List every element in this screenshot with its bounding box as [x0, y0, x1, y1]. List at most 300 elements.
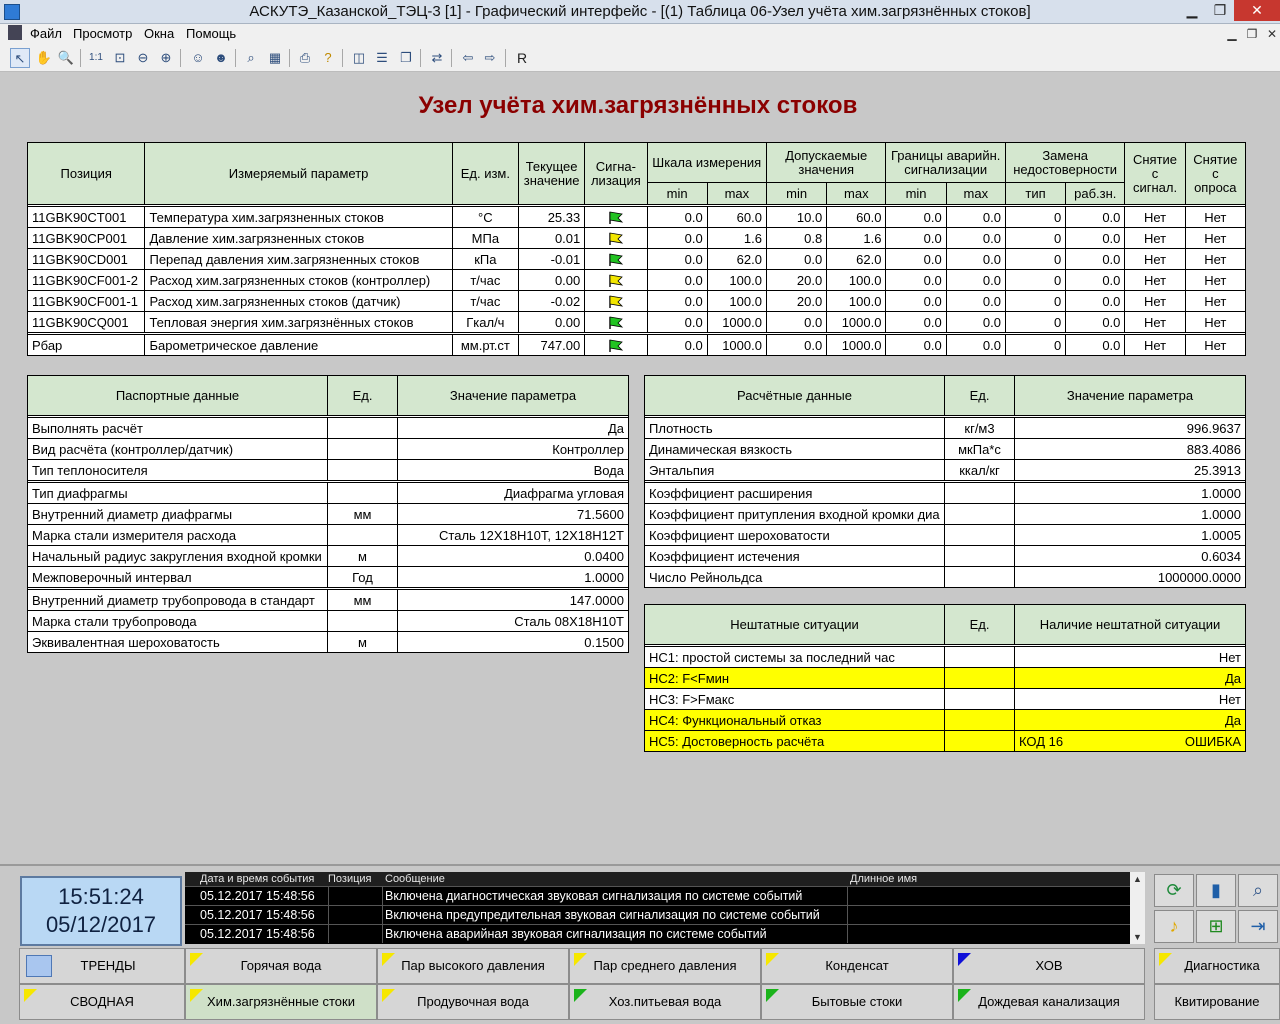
calc-row [645, 439, 1246, 460]
zoom-out-icon[interactable]: ⊖ [137, 50, 149, 65]
cell-remove-poll[interactable]: Нет [1185, 335, 1245, 356]
emerg-unit [945, 668, 1015, 689]
emergency-row [645, 647, 1246, 668]
nav-chemical-water[interactable]: ХОВ [953, 948, 1145, 984]
calc-value: 0.6034 [1015, 546, 1246, 567]
cell-scale-max: 1000.0 [707, 335, 766, 356]
passport-header-name: Паспортные данные [28, 376, 328, 416]
col-allowed-max: max [827, 183, 886, 205]
cell-repl-type: 0 [1005, 249, 1065, 270]
event-row[interactable] [185, 924, 1130, 942]
nav-summary[interactable]: СВОДНАЯ [19, 984, 185, 1020]
emerg-value: Нет [1015, 647, 1246, 668]
cell-repl-type: 0 [1005, 270, 1065, 291]
cell-unit: Гкал/ч [452, 312, 518, 333]
menu-view[interactable]: Просмотр [73, 26, 133, 41]
calendar-icon[interactable]: ▦ [268, 50, 282, 65]
passport-value: Диафрагма угловая [398, 483, 629, 504]
cell-scale-max: 1000.0 [707, 312, 766, 333]
preview-icon[interactable]: ⌕ [1238, 874, 1278, 907]
passport-name: Выполнять расчёт [28, 418, 328, 439]
cell-remove-poll[interactable]: Нет [1185, 249, 1245, 270]
passport-name: Тип теплоносителя [28, 460, 328, 481]
cell-unit: т/час [452, 270, 518, 291]
calc-row [645, 525, 1246, 546]
cell-scale-min: 0.0 [647, 312, 707, 333]
cell-remove-signal[interactable]: Нет [1125, 312, 1185, 333]
calc-name: Коэффициент расширения [645, 483, 945, 504]
window-title: АСКУТЭ_Казанской_ТЭЦ-3 [1] - Графический интерфейс - [(1) Таблица 06-Узел учёта хим.загрязнённых стоков] [249, 3, 1031, 20]
nav-hot-water[interactable]: Горячая вода [185, 948, 377, 984]
cell-allowed-min: 0.8 [766, 228, 826, 249]
cell-unit: МПа [452, 228, 518, 249]
cell-alarm-max: 0.0 [946, 270, 1005, 291]
cell-remove-signal[interactable]: Нет [1125, 228, 1185, 249]
cell-alarm-max: 0.0 [946, 228, 1005, 249]
mdi-minimize-icon[interactable]: ▁ [1227, 27, 1237, 41]
measurement-row[interactable] [28, 291, 1246, 312]
calc-value: 883.4086 [1015, 439, 1246, 460]
passport-value: 1.0000 [398, 567, 629, 588]
calc-value: 996.9637 [1015, 418, 1246, 439]
passport-name: Внутренний диаметр диафрагмы [28, 504, 328, 525]
nav-drinking-water[interactable]: Хоз.питьевая вода [569, 984, 761, 1020]
menu-windows[interactable]: Окна [144, 26, 175, 41]
cell-unit: мм.рт.ст [452, 335, 518, 356]
cell-allowed-max: 1000.0 [827, 335, 886, 356]
cell-repl-work: 0.0 [1066, 312, 1125, 333]
event-datetime: 05.12.2017 15:48:56 [200, 908, 315, 922]
menu-file[interactable]: Файл [30, 26, 62, 41]
col-position: Позиция [28, 143, 145, 205]
cell-repl-type: 0 [1005, 312, 1065, 333]
network-icon[interactable]: ⊞ [1196, 910, 1236, 943]
passport-name: Марка стали трубопровода [28, 611, 328, 632]
cell-repl-type: 0 [1005, 335, 1065, 356]
cell-current-value: 0.00 [518, 270, 584, 291]
emergency-table [644, 604, 1246, 752]
calc-row [645, 504, 1246, 525]
cell-unit: кПа [452, 249, 518, 270]
document-icon[interactable] [8, 25, 22, 40]
user-edit-icon[interactable]: ☻ [214, 50, 228, 65]
cell-current-value: 25.33 [518, 207, 584, 228]
emerg-name: НС4: Функциональный отказ [645, 710, 945, 731]
measurement-row[interactable] [28, 270, 1246, 291]
col-alarm-max: max [946, 183, 1005, 205]
cell-remove-poll[interactable]: Нет [1185, 312, 1245, 333]
cell-parameter: Давление хим.загрязненных стоков [145, 228, 452, 249]
toolbar [0, 44, 1280, 72]
passport-unit [328, 439, 398, 460]
measurement-row[interactable] [28, 207, 1246, 228]
cell-repl-work: 0.0 [1066, 207, 1125, 228]
col-remove-poll: Снятие с опроса [1185, 143, 1245, 205]
calc-row [645, 567, 1246, 588]
zoom-fit-icon[interactable]: ⊡ [114, 50, 126, 65]
status-flag-icon [574, 953, 587, 966]
col-scale: Шкала измерения [647, 143, 766, 183]
nav-blowdown-water[interactable]: Продувочная вода [377, 984, 569, 1020]
calc-name: Число Рейнольдса [645, 567, 945, 588]
emergency-row [645, 689, 1246, 710]
cell-parameter: Перепад давления хим.загрязненных стоков [145, 249, 452, 270]
emergency-row [645, 731, 1246, 752]
nav-acknowledge[interactable]: Квитирование [1154, 984, 1280, 1020]
passport-name: Вид расчёта (контроллер/датчик) [28, 439, 328, 460]
emerg-name: НС2: F<Fмин [645, 668, 945, 689]
passport-header-unit: Ед. [328, 376, 398, 416]
passport-row [28, 460, 629, 481]
event-col-datetime: Дата и время события [200, 873, 315, 885]
users-icon[interactable]: ☺ [191, 50, 205, 65]
passport-unit [328, 460, 398, 481]
door-exit-icon[interactable]: ▮ [1196, 874, 1236, 907]
zoom-1-1-icon[interactable]: 1:1 [89, 52, 103, 63]
refresh-status-icon[interactable]: ⟳ [1154, 874, 1194, 907]
passport-value: Сталь 12Х18Н10Т, 12Х18Н12Т [398, 525, 629, 546]
passport-unit: мм [328, 504, 398, 525]
toolbar-separator [505, 49, 506, 67]
signal-flag-icon[interactable] [585, 291, 647, 312]
calc-name: Коэффициент притупления входной кромки диа [645, 504, 945, 525]
cell-position: 11GBK90CF001-2 [28, 270, 145, 291]
cell-alarm-max: 0.0 [946, 335, 1005, 356]
cell-position: 11GBK90CF001-1 [28, 291, 145, 312]
calc-value: 1.0000 [1015, 483, 1246, 504]
cell-remove-poll[interactable]: Нет [1185, 270, 1245, 291]
cell-position: 11GBK90CP001 [28, 228, 145, 249]
calc-value: 1000000.0000 [1015, 567, 1246, 588]
passport-row [28, 567, 629, 588]
signal-flag-icon[interactable] [585, 207, 647, 228]
calc-row [645, 546, 1246, 567]
cell-alarm-max: 0.0 [946, 291, 1005, 312]
col-repl-type: тип [1005, 183, 1065, 205]
passport-unit [328, 483, 398, 504]
emerg-name: НС5: Достоверность расчёта [645, 731, 945, 752]
emerg-value: Нет [1015, 689, 1246, 710]
toolbar-separator [235, 49, 236, 67]
signal-flag-icon[interactable] [585, 249, 647, 270]
cell-scale-min: 0.0 [647, 249, 707, 270]
emergency-row [645, 710, 1246, 731]
cell-remove-signal[interactable]: Нет [1125, 291, 1185, 312]
title-bar [0, 0, 1280, 24]
cell-repl-work: 0.0 [1066, 270, 1125, 291]
login-icon[interactable]: ⇥ [1238, 910, 1278, 943]
cell-position: 11GBK90CT001 [28, 207, 145, 228]
mdi-close-icon[interactable]: ✕ [1266, 27, 1278, 41]
passport-unit [328, 525, 398, 546]
calc-unit [945, 567, 1015, 588]
cell-alarm-max: 0.0 [946, 249, 1005, 270]
toolbar-separator [180, 49, 181, 67]
passport-name: Тип диафрагмы [28, 483, 328, 504]
col-parameter: Измеряемый параметр [145, 143, 452, 205]
close-button[interactable]: ✕ [1234, 0, 1280, 21]
nav-storm-sewer[interactable]: Дождевая канализация [953, 984, 1145, 1020]
cell-scale-max: 100.0 [707, 270, 766, 291]
cell-scale-max: 100.0 [707, 291, 766, 312]
status-flag-icon [574, 989, 587, 1002]
nav-diagnostics[interactable]: Диагностика [1154, 948, 1280, 984]
tile-vertical-icon[interactable]: ◫ [352, 50, 366, 65]
cell-repl-work: 0.0 [1066, 249, 1125, 270]
emerg-unit [945, 689, 1015, 710]
cell-remove-signal[interactable]: Нет [1125, 249, 1185, 270]
passport-row [28, 611, 629, 632]
mdi-restore-icon[interactable]: ❐ [1246, 27, 1258, 41]
cell-alarm-max: 0.0 [946, 312, 1005, 333]
calc-name: Коэффициент шероховатости [645, 525, 945, 546]
cell-remove-signal[interactable]: Нет [1125, 335, 1185, 356]
cell-allowed-min: 0.0 [766, 312, 826, 333]
cell-repl-type: 0 [1005, 291, 1065, 312]
event-datetime: 05.12.2017 15:48:56 [200, 927, 315, 941]
main-view [0, 72, 1280, 864]
status-flag-icon [766, 953, 779, 966]
passport-value: 71.5600 [398, 504, 629, 525]
calc-header-name: Расчётные данные [645, 376, 945, 416]
passport-unit: мм [328, 590, 398, 611]
cell-parameter: Температура хим.загрязненных стоков [145, 207, 452, 228]
toolbar-separator [342, 49, 343, 67]
status-flag-icon [1159, 953, 1172, 966]
nav-chemical-wastewater[interactable]: Хим.загрязнённые стоки [185, 984, 377, 1020]
calc-unit [945, 546, 1015, 567]
passport-table [27, 375, 629, 653]
cell-position: 11GBK90CQ001 [28, 312, 145, 333]
bell-icon[interactable]: ♪ [1154, 910, 1194, 943]
event-col-message: Сообщение [385, 873, 445, 885]
cell-alarm-min: 0.0 [886, 207, 946, 228]
event-message: Включена аварийная звуковая сигнализация по системе событий [385, 927, 767, 941]
menu-help[interactable]: Помощь [186, 26, 237, 41]
calc-value: 25.3913 [1015, 460, 1246, 481]
calc-header-unit: Ед. [945, 376, 1015, 416]
toolbar-separator [451, 49, 452, 67]
emerg-code: КОД 16 [1019, 733, 1064, 749]
status-flag-icon [382, 953, 395, 966]
cell-repl-work: 0.0 [1066, 228, 1125, 249]
nav-medium-pressure-steam[interactable]: Пар среднего давления [569, 948, 761, 984]
signal-flag-icon[interactable] [585, 335, 647, 356]
measurement-row[interactable] [28, 335, 1246, 356]
cell-remove-poll[interactable]: Нет [1185, 291, 1245, 312]
cell-scale-max: 60.0 [707, 207, 766, 228]
event-message: Включена предупредительная звуковая сигнализация по системе событий [385, 908, 820, 922]
emerg-value: Да [1015, 710, 1246, 731]
nav-high-pressure-steam[interactable]: Пар высокого давления [377, 948, 569, 984]
cell-parameter: Расход хим.загрязненных стоков (датчик) [145, 291, 452, 312]
passport-value: Вода [398, 460, 629, 481]
calc-name: Плотность [645, 418, 945, 439]
cell-remove-signal[interactable]: Нет [1125, 270, 1185, 291]
passport-unit: Год [328, 567, 398, 588]
event-log [185, 872, 1145, 944]
passport-name: Начальный радиус закругления входной кромки [28, 546, 328, 567]
passport-value: 0.0400 [398, 546, 629, 567]
passport-row [28, 546, 629, 567]
cell-remove-poll[interactable]: Нет [1185, 207, 1245, 228]
bottom-panel [0, 864, 1280, 1024]
passport-value: Контроллер [398, 439, 629, 460]
nav-condensate[interactable]: Конденсат [761, 948, 953, 984]
cell-parameter: Расход хим.загрязненных стоков (контроллер) [145, 270, 452, 291]
calc-unit: кг/м3 [945, 418, 1015, 439]
emerg-value: Да [1015, 668, 1246, 689]
passport-unit [328, 418, 398, 439]
find-icon[interactable]: ⌕ [247, 50, 255, 65]
passport-value: Да [398, 418, 629, 439]
calc-name: Коэффициент истечения [645, 546, 945, 567]
passport-unit: м [328, 546, 398, 567]
emergency-row [645, 668, 1246, 689]
emerg-unit [945, 710, 1015, 731]
status-flag-icon [190, 953, 203, 966]
event-col-longname: Длинное имя [850, 873, 918, 885]
calc-unit: мкПа*с [945, 439, 1015, 460]
calc-row [645, 483, 1246, 504]
calc-value: 1.0000 [1015, 504, 1246, 525]
cell-allowed-max: 60.0 [827, 207, 886, 228]
clock-date: 05/12/2017 [45, 912, 157, 937]
cell-scale-min: 0.0 [647, 270, 707, 291]
cell-scale-max: 62.0 [707, 249, 766, 270]
pointer-icon[interactable]: ↖ [10, 48, 30, 68]
passport-row [28, 632, 629, 653]
calc-row [645, 460, 1246, 481]
passport-row [28, 590, 629, 611]
status-flag-icon [766, 989, 779, 1002]
passport-row [28, 504, 629, 525]
cell-allowed-min: 10.0 [766, 207, 826, 228]
toolbar-separator [80, 49, 81, 67]
cell-repl-work: 0.0 [1066, 291, 1125, 312]
cascade-icon[interactable]: ❐ [400, 50, 412, 65]
print-icon[interactable]: ⎙ [299, 50, 311, 65]
passport-row [28, 439, 629, 460]
col-scale-max: max [707, 183, 766, 205]
cell-current-value: -0.01 [518, 249, 584, 270]
event-log-scrollbar[interactable] [1130, 872, 1145, 944]
calc-unit [945, 483, 1015, 504]
cell-alarm-min: 0.0 [886, 270, 946, 291]
nav-domestic-wastewater[interactable]: Бытовые стоки [761, 984, 953, 1020]
cell-current-value: 0.01 [518, 228, 584, 249]
nav-trends[interactable]: ТРЕНДЫ [19, 948, 185, 984]
clock-time: 15:51:24 [58, 884, 144, 909]
refresh-icon[interactable]: ⇄ [431, 50, 443, 65]
hand-icon[interactable]: ✋ [35, 50, 53, 65]
cell-repl-type: 0 [1005, 207, 1065, 228]
measurement-row[interactable] [28, 249, 1246, 270]
measurement-row[interactable] [28, 228, 1246, 249]
cell-position: 11GBK90CD001 [28, 249, 145, 270]
event-col-position: Позиция [328, 873, 372, 885]
cell-unit: °C [452, 207, 518, 228]
emerg-name: НС3: F>Fмакс [645, 689, 945, 710]
status-flag-icon [958, 953, 971, 966]
event-row[interactable] [185, 905, 1130, 923]
measurement-row[interactable] [28, 312, 1246, 333]
calc-table [644, 375, 1246, 588]
event-row[interactable] [185, 886, 1130, 904]
event-message: Включена диагностическая звуковая сигнализация по системе событий [385, 889, 803, 903]
signal-flag-icon[interactable] [585, 228, 647, 249]
tile-horizontal-icon[interactable]: ☰ [376, 50, 388, 65]
col-repl-work: раб.зн. [1066, 183, 1125, 205]
scroll-down-icon[interactable]: ▼ [1133, 932, 1142, 942]
cell-current-value: 747.00 [518, 335, 584, 356]
event-datetime: 05.12.2017 15:48:56 [200, 889, 315, 903]
passport-row [28, 418, 629, 439]
cell-parameter: Тепловая энергия хим.загрязнённых стоков [145, 312, 452, 333]
col-alarm-min: min [886, 183, 946, 205]
col-remove-signal: Снятие с сигнал. [1125, 143, 1185, 205]
clock-panel [20, 876, 182, 946]
cell-current-value: 0.00 [518, 312, 584, 333]
calc-unit [945, 504, 1015, 525]
emerg-name: НС1: простой системы за последний час [645, 647, 945, 668]
passport-value: 147.0000 [398, 590, 629, 611]
passport-header-value: Значение параметра [398, 376, 629, 416]
help-icon[interactable]: ? [324, 50, 332, 65]
cell-current-value: -0.02 [518, 291, 584, 312]
col-alarm-limits: Границы аварийн. сигнализации [886, 143, 1005, 183]
cell-unit: т/час [452, 291, 518, 312]
passport-row [28, 525, 629, 546]
calc-name: Динамическая вязкость [645, 439, 945, 460]
zoom-in-icon[interactable]: ⊕ [160, 50, 172, 65]
cell-scale-min: 0.0 [647, 228, 707, 249]
minimize-button[interactable]: ▁ [1186, 2, 1198, 18]
emerg-unit [945, 647, 1015, 668]
forward-arrow-icon[interactable]: ⇨ [484, 50, 496, 65]
signal-flag-icon[interactable] [585, 312, 647, 333]
cell-parameter: Барометрическое давление [145, 335, 452, 356]
calc-value: 1.0005 [1015, 525, 1246, 546]
cell-allowed-max: 100.0 [827, 291, 886, 312]
col-allowed: Допускаемые значения [766, 143, 885, 183]
maximize-button[interactable]: ❐ [1213, 2, 1227, 18]
toolbar-separator [289, 49, 290, 67]
passport-row [28, 483, 629, 504]
menu-bar [0, 24, 1280, 44]
r-button[interactable]: R [516, 50, 528, 66]
col-allowed-min: min [766, 183, 826, 205]
scroll-up-icon[interactable]: ▲ [1133, 874, 1142, 884]
cell-alarm-min: 0.0 [886, 312, 946, 333]
signal-flag-icon[interactable] [585, 270, 647, 291]
calc-name: Энтальпия [645, 460, 945, 481]
cell-allowed-max: 62.0 [827, 249, 886, 270]
cell-remove-poll[interactable]: Нет [1185, 228, 1245, 249]
cell-repl-work: 0.0 [1066, 335, 1125, 356]
passport-name: Марка стали измерителя расхода [28, 525, 328, 546]
calc-unit [945, 525, 1015, 546]
zoom-icon[interactable]: 🔍 [57, 50, 75, 65]
event-log-header [185, 872, 1130, 886]
cell-scale-max: 1.6 [707, 228, 766, 249]
cell-allowed-max: 1.6 [827, 228, 886, 249]
cell-allowed-min: 0.0 [766, 249, 826, 270]
cell-allowed-min: 20.0 [766, 270, 826, 291]
cell-remove-signal[interactable]: Нет [1125, 207, 1185, 228]
measurement-table [27, 142, 1246, 356]
back-arrow-icon[interactable]: ⇦ [462, 50, 474, 65]
